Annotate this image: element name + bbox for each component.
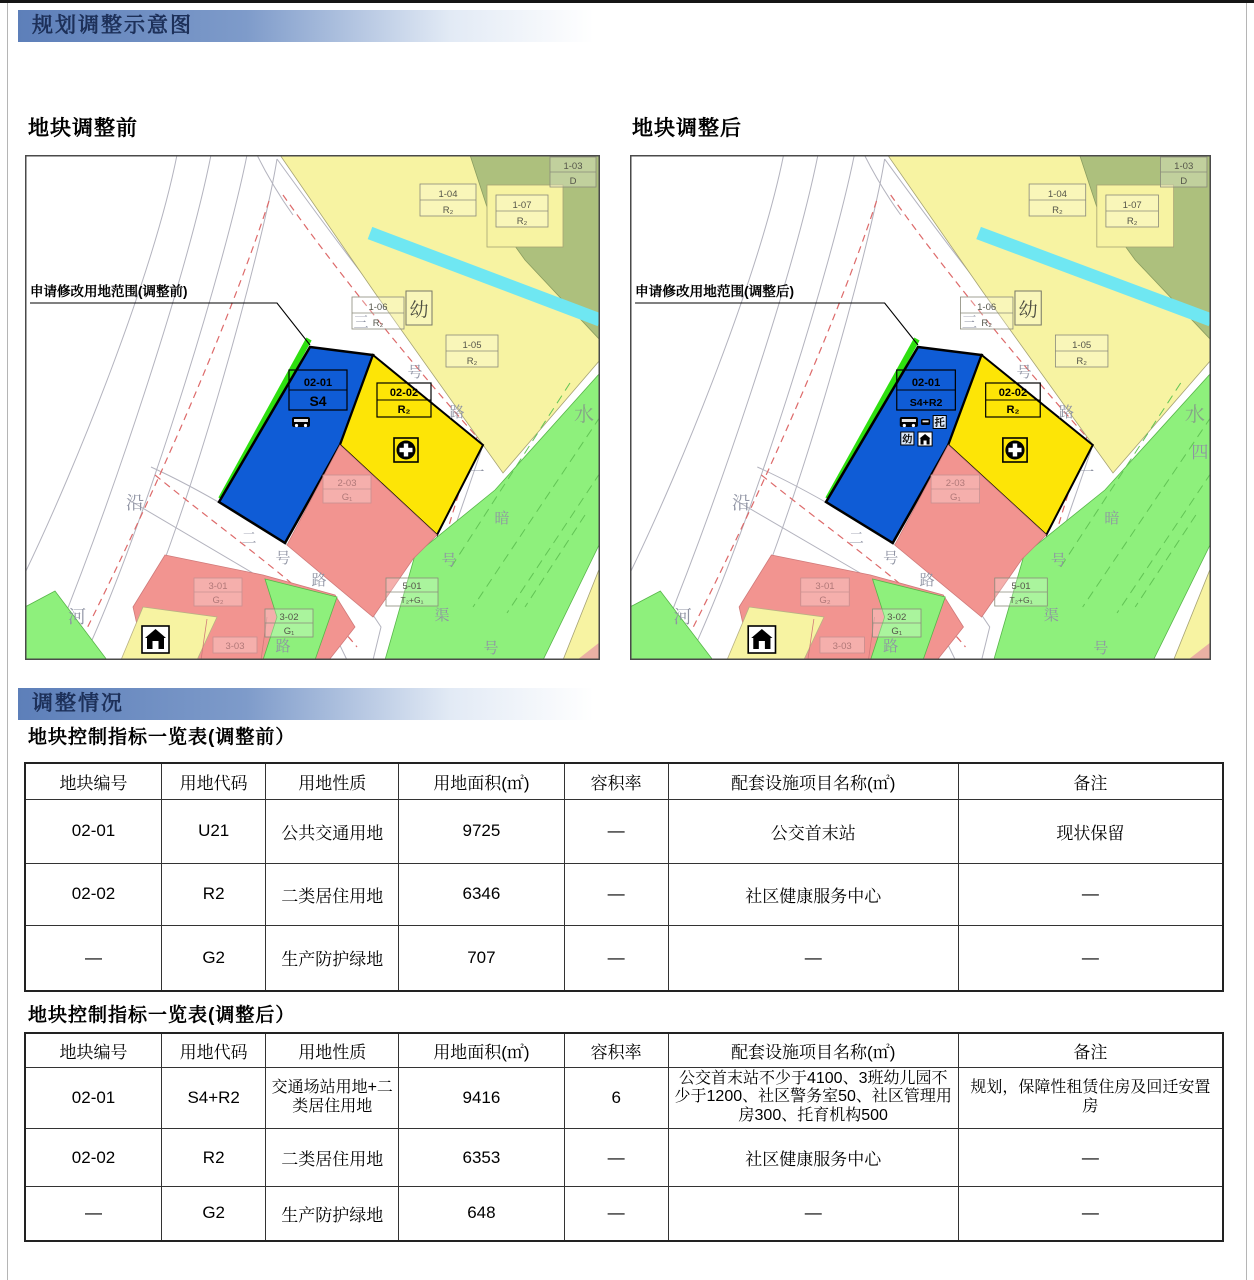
cell-remarks: —: [958, 1129, 1223, 1187]
cell-facilities: —: [668, 1187, 958, 1241]
cell-use-code: R2: [162, 1129, 266, 1187]
cell-far: 6: [564, 1067, 668, 1129]
col-header-facilities: 配套设施项目名称(㎡): [668, 763, 958, 799]
cell-area: 9725: [399, 799, 564, 863]
cell-remarks: 规划，保障性租赁住房及回迁安置房: [958, 1067, 1223, 1129]
cell-area: 9416: [399, 1067, 564, 1129]
cell-use-code: G2: [162, 1187, 266, 1241]
cell-use-code: R2: [162, 863, 266, 925]
col-header-facilities: 配套设施项目名称(㎡): [668, 1033, 958, 1067]
cell-area: 648: [399, 1187, 564, 1241]
cell-far: —: [564, 925, 668, 991]
table-before: [24, 762, 1224, 992]
col-header-remarks: 备注: [958, 763, 1223, 799]
annotation-text: 申请修改用地范围(调整后): [635, 284, 795, 299]
car-icon: [921, 419, 930, 425]
cell-remarks: —: [958, 1187, 1223, 1241]
cell-use-nature: 交通场站用地+二类居住用地: [266, 1067, 399, 1129]
annotation-text: 申请修改用地范围(调整前): [30, 284, 188, 299]
road-char-si: 四: [1191, 443, 1209, 462]
map-before-svg: [25, 155, 600, 660]
page-right-border: [1246, 3, 1247, 1280]
cell-remarks: —: [958, 925, 1223, 991]
map-title-before: 地块调整前: [28, 117, 138, 140]
cell-facilities: 公交首末站不少于4100、3班幼儿园不少于1200、社区警务室50、社区管理用房300、托育机构500: [668, 1067, 958, 1129]
page-left-border: [7, 3, 8, 1280]
kindergarten-icon-label: 幼: [902, 434, 913, 446]
cell-parcel-no: 02-02: [25, 863, 162, 925]
cell-parcel-no: 02-01: [25, 799, 162, 863]
parcel-02-01-use: S4: [309, 393, 327, 409]
cell-use-code: G2: [162, 925, 266, 991]
page-top-border: [0, 0, 1254, 3]
map-before: [25, 155, 600, 665]
map-after-svg: [630, 155, 1211, 660]
col-header-parcel-no: 地块编号: [25, 1033, 162, 1067]
col-header-use-nature: 用地性质: [266, 763, 399, 799]
map-after: [630, 155, 1211, 665]
table-row: [25, 1129, 1223, 1187]
cell-facilities: 公交首末站: [668, 799, 958, 863]
col-header-remarks: 备注: [958, 1033, 1223, 1067]
map-title-after: 地块调整后: [632, 117, 742, 140]
cell-use-nature: 二类居住用地: [266, 863, 399, 925]
col-header-use-nature: 用地性质: [266, 1033, 399, 1067]
cell-parcel-no: —: [25, 1187, 162, 1241]
cell-far: —: [564, 1129, 668, 1187]
parcel-02-01-code: 02-01: [303, 377, 333, 389]
section-header-adjustment: 调整情况: [18, 688, 618, 720]
cell-parcel-no: 02-02: [25, 1129, 162, 1187]
cell-parcel-no: 02-01: [25, 1067, 162, 1129]
cell-use-nature: 生产防护绿地: [266, 1187, 399, 1241]
cell-use-code: S4+R2: [162, 1067, 266, 1129]
table-row: [25, 925, 1223, 991]
cell-use-code: U21: [162, 799, 266, 863]
cell-remarks: 现状保留: [958, 799, 1223, 863]
table-after: [24, 1032, 1224, 1242]
col-header-parcel-no: 地块编号: [25, 763, 162, 799]
table-row: [25, 863, 1223, 925]
cell-area: 6353: [399, 1129, 564, 1187]
table-header-row: [25, 1033, 1223, 1067]
cell-far: —: [564, 1187, 668, 1241]
col-header-use-code: 用地代码: [162, 763, 266, 799]
cell-far: —: [564, 799, 668, 863]
nursery-icon-label: 托: [934, 418, 945, 429]
col-header-area: 用地面积(㎡): [399, 763, 564, 799]
table-after-title: 地块控制指标一览表(调整后）: [28, 1005, 296, 1026]
cell-facilities: —: [668, 925, 958, 991]
cell-area: 707: [399, 925, 564, 991]
cell-area: 6346: [399, 863, 564, 925]
cell-far: —: [564, 863, 668, 925]
table-header-row: [25, 763, 1223, 799]
table-before-title: 地块控制指标一览表(调整前）: [28, 727, 296, 748]
cell-use-nature: 二类居住用地: [266, 1129, 399, 1187]
col-header-far: 容积率: [564, 763, 668, 799]
cell-parcel-no: —: [25, 925, 162, 991]
col-header-far: 容积率: [564, 1033, 668, 1067]
cell-remarks: —: [958, 863, 1223, 925]
col-header-use-code: 用地代码: [162, 1033, 266, 1067]
cell-use-nature: 公共交通用地: [266, 799, 399, 863]
nursery-icon: [933, 416, 946, 429]
table-row: [25, 1187, 1223, 1241]
cell-facilities: 社区健康服务中心: [668, 1129, 958, 1187]
parcel-02-01-code: 02-01: [911, 377, 941, 389]
section-header-plan-diagram: 规划调整示意图: [18, 10, 618, 42]
col-header-area: 用地面积(㎡): [399, 1033, 564, 1067]
cell-facilities: 社区健康服务中心: [668, 863, 958, 925]
table-row: [25, 1067, 1223, 1129]
kindergarten-icon: [901, 432, 914, 445]
parcel-02-01-use: S4+R2: [909, 397, 943, 409]
cell-use-nature: 生产防护绿地: [266, 925, 399, 991]
table-row: [25, 799, 1223, 863]
building-mini-icon: [918, 432, 932, 446]
